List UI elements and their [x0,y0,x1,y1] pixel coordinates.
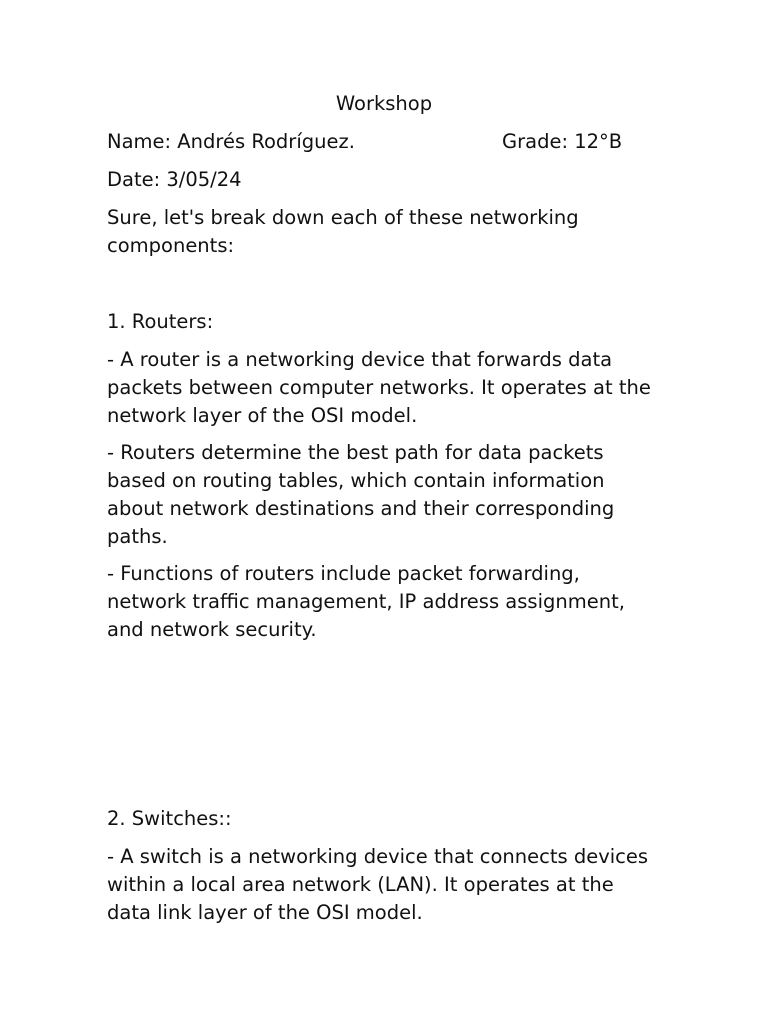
document-date: Date: 3/05/24 [107,168,242,191]
section-heading-switches: 2. Switches:: [107,807,232,830]
switches-paragraph-1: - A switch is a networking device that connects devices within a local area network (LAN). It operates at the data link layer of the OSI model. [107,845,649,924]
routers-paragraph-1: - A router is a networking device that forwards data packets between computer networks. It operates at the network layer of the OSI model. [107,348,651,427]
routers-paragraph-2: - Routers determine the best path for data packets based on routing tables, which contain information about network destinations and their corresponding paths. [107,441,615,548]
student-name: Name: Andrés Rodríguez. [107,130,355,153]
intro-paragraph: Sure, let's break down each of these networking components: [107,206,579,257]
document-title: Workshop [335,92,433,115]
student-grade: Grade: 12°B [502,130,623,153]
section-heading-routers: 1. Routers: [107,310,214,333]
routers-paragraph-3: - Functions of routers include packet forwarding, network traffic management, IP address assignment, and network security. [107,562,625,641]
